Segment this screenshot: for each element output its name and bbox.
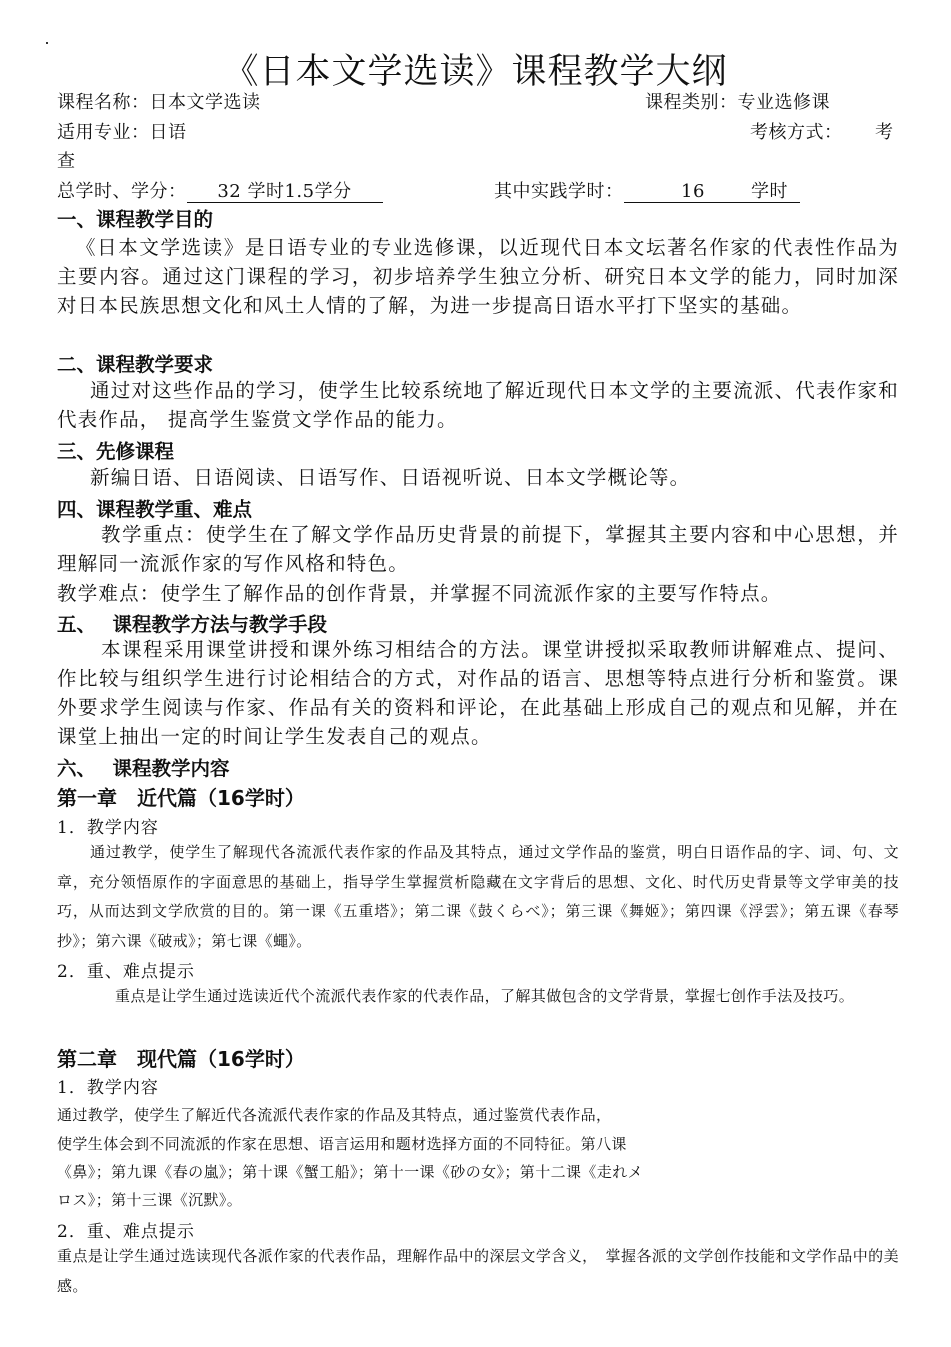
section-5-text: 本课程采用课堂讲授和课外练习相结合的方法。课堂讲授拟采取教师讲解难点、提问、作比较与组织学生进行讨论相结合的方式，对作品的语言、思想等特点进行分析和鉴赏。课外要求学生阅读与作家、作品有关的资料和评论，在此基础上形成自己的观点和见解，并在课堂上抽出一定的时间让学生发表自己的观点。 [57,638,899,748]
chapter-2-item-1: 1．教学内容 [57,1078,159,1098]
section-1-text: 《日本文学选读》是日语专业的专业选修课，以近现代日本文坛著名作家的代表性作品为主要内容。通过这门课程的学习，初步培养学生独立分析、研究日本文学的能力，同时加深对日本民族思想文化和风土人情的了解，为进一步提高日语水平打下坚实的基础。 [57,236,899,317]
chapter-2-key-text: 重点是让学生通过选读现代各派作家的代表作品，理解作品中的深层文学含义， 掌握各派的文学创作技能和文学作品中的美感。 [57,1247,899,1295]
chapter-1-item-1: 1．教学内容 [57,818,159,838]
applicable-major: 适用专业：日语 [57,122,187,143]
section-2-heading: 二、课程教学要求 [57,353,214,376]
hours-credits [57,177,383,203]
chapter-2-content-line-4: ロス》；第十三课《沉默》。 [57,1191,243,1209]
assessment-label: 考核方式： [750,122,843,143]
chapter-1-key-text: 重点是让学生通过选读近代个流派代表作家的代表作品，了解其做包含的文学背景，掌握七创作手法及技巧。 [115,987,855,1005]
practice-value: 16 [681,181,705,202]
chapter-2-content-line-2: 使学生体会到不同流派的作家在思想、语言运用和题材选择方面的不同特征。第八课 [57,1135,627,1153]
practice-line [624,182,800,203]
hours-label: 总学时、学分： [57,181,187,202]
chapter-1-content-text: 通过教学，使学生了解现代各流派代表作家的作品及其特点，通过文学作品的鉴赏，明白日语作品的字、词、句、文章，充分领悟原作的字面意思的基础上，指导学生掌握赏析隐藏在文字背后的思想、文化、时代历史背景等文学审美的技巧，从而达到文学欣赏的目的。第一课《五重塔》；第二课《鼓くらべ》；第三课《舞姬》；第四课《浮雲》；第五课《春琴抄》；第六课《破戒》；第七课《蠅》。 [57,843,899,950]
section-5-heading: 五、 课程教学方法与教学手段 [57,613,328,636]
hours-value: 32 学时1.5学分 [187,182,383,203]
section-4-key-points: 教学重点：使学生在了解文学作品历史背景的前提下，掌握其主要内容和中心思想，并理解同一流派作家的写作风格和特色。 [57,523,899,575]
chapter-2-title: 第二章 现代篇（16学时） [57,1047,305,1071]
practice-hours [494,177,800,203]
section-1-heading: 一、课程教学目的 [57,208,214,231]
chapter-1-item-2: 2．重、难点提示 [57,962,195,982]
course-name: 课程名称：日本文学选读 [57,92,261,113]
section-4-heading: 四、课程教学重、难点 [57,498,253,521]
section-3-heading: 三、先修课程 [57,440,175,463]
chapter-1-title: 第一章 近代篇（16学时） [57,786,305,810]
assessment-value: 考 [875,122,894,143]
section-3-text: 新编日语、日语阅读、日语写作、日语视听说、日本文学概论等。 [90,466,691,489]
chapter-2-item-2: 2．重、难点提示 [57,1222,195,1242]
page-title: 《日本文学选读》课程教学大纲 [223,52,728,92]
practice-unit: 学时 [751,181,788,202]
section-2-text: 通过对这些作品的学习，使学生比较系统地了解近现代日本文学的主要流派、代表作家和代表作品， 提高学生鉴赏文学作品的能力。 [57,379,899,431]
assessment-value-cont: 查 [57,151,76,172]
chapter-2-content-line-1: 通过教学，使学生了解近代各流派代表作家的作品及其特点，通过鉴赏代表作品， [57,1106,612,1124]
chapter-2-content-line-3: 《鼻》；第九课《春の嵐》；第十课《蟹工船》；第十一课《砂の女》；第十二课《走れメ [57,1163,644,1181]
section-4-difficulties: 教学难点：使学生了解作品的创作背景，并掌握不同流派作家的主要写作特点。 [57,582,782,605]
course-type: 课程类别：专业选修课 [645,92,830,113]
section-6-heading: 六、 课程教学内容 [57,757,230,780]
practice-label: 其中实践学时： [494,181,624,202]
